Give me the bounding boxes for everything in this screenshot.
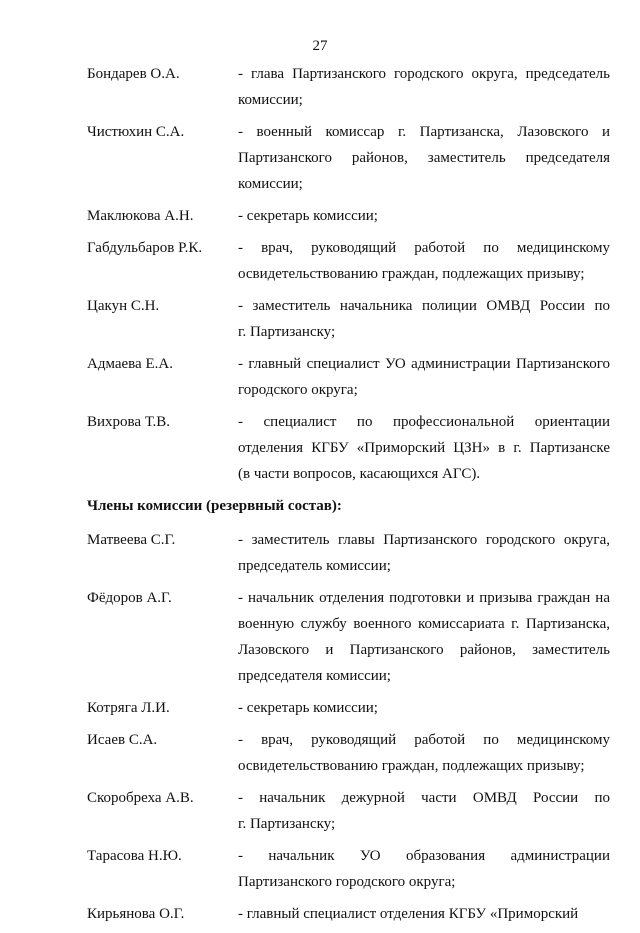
member-row [87, 61, 610, 113]
member-role-line: Партизанского районов, заместитель председателя [238, 150, 610, 166]
member-role-line: освидетельствованию граждан, подлежащих призыву; [238, 266, 585, 282]
member-role-line: - начальник УО образования администрации [238, 848, 610, 864]
member-role-line: г. Партизанску; [238, 324, 336, 340]
member-role-line: - военный комиссар г. Партизанска, Лазовского и [238, 124, 610, 140]
member-role [238, 293, 610, 345]
member-row [87, 695, 610, 721]
member-role [238, 203, 610, 229]
main-members-list [87, 61, 610, 487]
member-role [238, 235, 610, 287]
member-role [238, 727, 610, 779]
member-name: Кирьянова О.Г. [87, 906, 185, 922]
member-row [87, 727, 610, 779]
member-row [87, 585, 610, 689]
member-name: Чистюхин С.А. [87, 124, 185, 140]
member-name: Бондарев О.А. [87, 66, 180, 82]
member-role [238, 695, 610, 721]
member-role-line: городского округа; [238, 382, 358, 398]
member-role [238, 843, 610, 895]
member-role-line: - заместитель начальника полиции ОМВД России по [238, 298, 610, 314]
member-role [238, 351, 610, 403]
member-role-line: - врач, руководящий работой по медицинскому [238, 732, 610, 748]
member-name: Тарасова Н.Ю. [87, 848, 182, 864]
member-role-line: - начальник дежурной части ОМВД России по [238, 790, 610, 806]
member-role-line: - главный специалист УО администрации Партизанского [238, 356, 610, 372]
member-role-line: освидетельствованию граждан, подлежащих призыву; [238, 758, 585, 774]
member-role-line: комиссии; [238, 176, 303, 192]
member-name: Маклюкова А.Н. [87, 208, 194, 224]
member-name: Фёдоров А.Г. [87, 590, 172, 606]
member-role-line: - секретарь комиссии; [238, 700, 378, 716]
member-row [87, 409, 610, 487]
member-name: Матвеева С.Г. [87, 532, 176, 548]
member-row [87, 235, 610, 287]
member-role-line: - врач, руководящий работой по медицинскому [238, 240, 610, 256]
member-role [238, 61, 610, 113]
member-name: Габдульбаров Р.К. [87, 240, 203, 256]
member-role-line: - начальник отделения подготовки и призыва граждан на [238, 590, 610, 606]
member-role-line: г. Партизанску; [238, 816, 336, 832]
member-role-line: - заместитель главы Партизанского городского округа, [238, 532, 610, 548]
page-number: 27 [312, 38, 328, 54]
member-role-line: - специалист по профессиональной ориентации [238, 414, 610, 430]
member-row [87, 203, 610, 229]
member-row [87, 293, 610, 345]
member-role [238, 527, 610, 579]
member-role-line: комиссии; [238, 92, 303, 108]
member-role-line: - секретарь комиссии; [238, 208, 378, 224]
member-role-line: (в части вопросов, касающихся АГС). [238, 466, 481, 482]
member-name: Скоробреха А.В. [87, 790, 194, 806]
member-name: Цакун С.Н. [87, 298, 160, 314]
member-role-line: Партизанского городского округа; [238, 874, 456, 890]
member-role-line: председатель комиссии; [238, 558, 391, 574]
member-role-line: - главный специалист отделения КГБУ «Приморский [238, 906, 579, 922]
member-role-line: военную службу военного комиссариата г. Партизанска, [238, 616, 610, 632]
member-role-line: отделения КГБУ «Приморский ЦЗН» в г. Партизанске [238, 440, 610, 456]
member-name: Адмаева Е.А. [87, 356, 173, 372]
member-row [87, 351, 610, 403]
reserve-heading: Члены комиссии (резервный состав): [87, 498, 342, 514]
member-row [87, 527, 610, 579]
commission-list [87, 61, 610, 933]
member-role-line: Лазовского и Партизанского районов, заместитель [238, 642, 610, 658]
member-row [87, 785, 610, 837]
member-role [238, 119, 610, 197]
member-role-line: - глава Партизанского городского округа, председатель [238, 66, 610, 82]
member-name: Котряга Л.И. [87, 700, 170, 716]
reserve-members-list [87, 527, 610, 927]
member-role [238, 785, 610, 837]
member-name: Исаев С.А. [87, 732, 158, 748]
member-row [87, 119, 610, 197]
member-name: Вихрова Т.В. [87, 414, 170, 430]
member-role [238, 409, 610, 487]
member-role-line: председателя комиссии; [238, 668, 391, 684]
member-role [238, 585, 610, 689]
member-row [87, 843, 610, 895]
